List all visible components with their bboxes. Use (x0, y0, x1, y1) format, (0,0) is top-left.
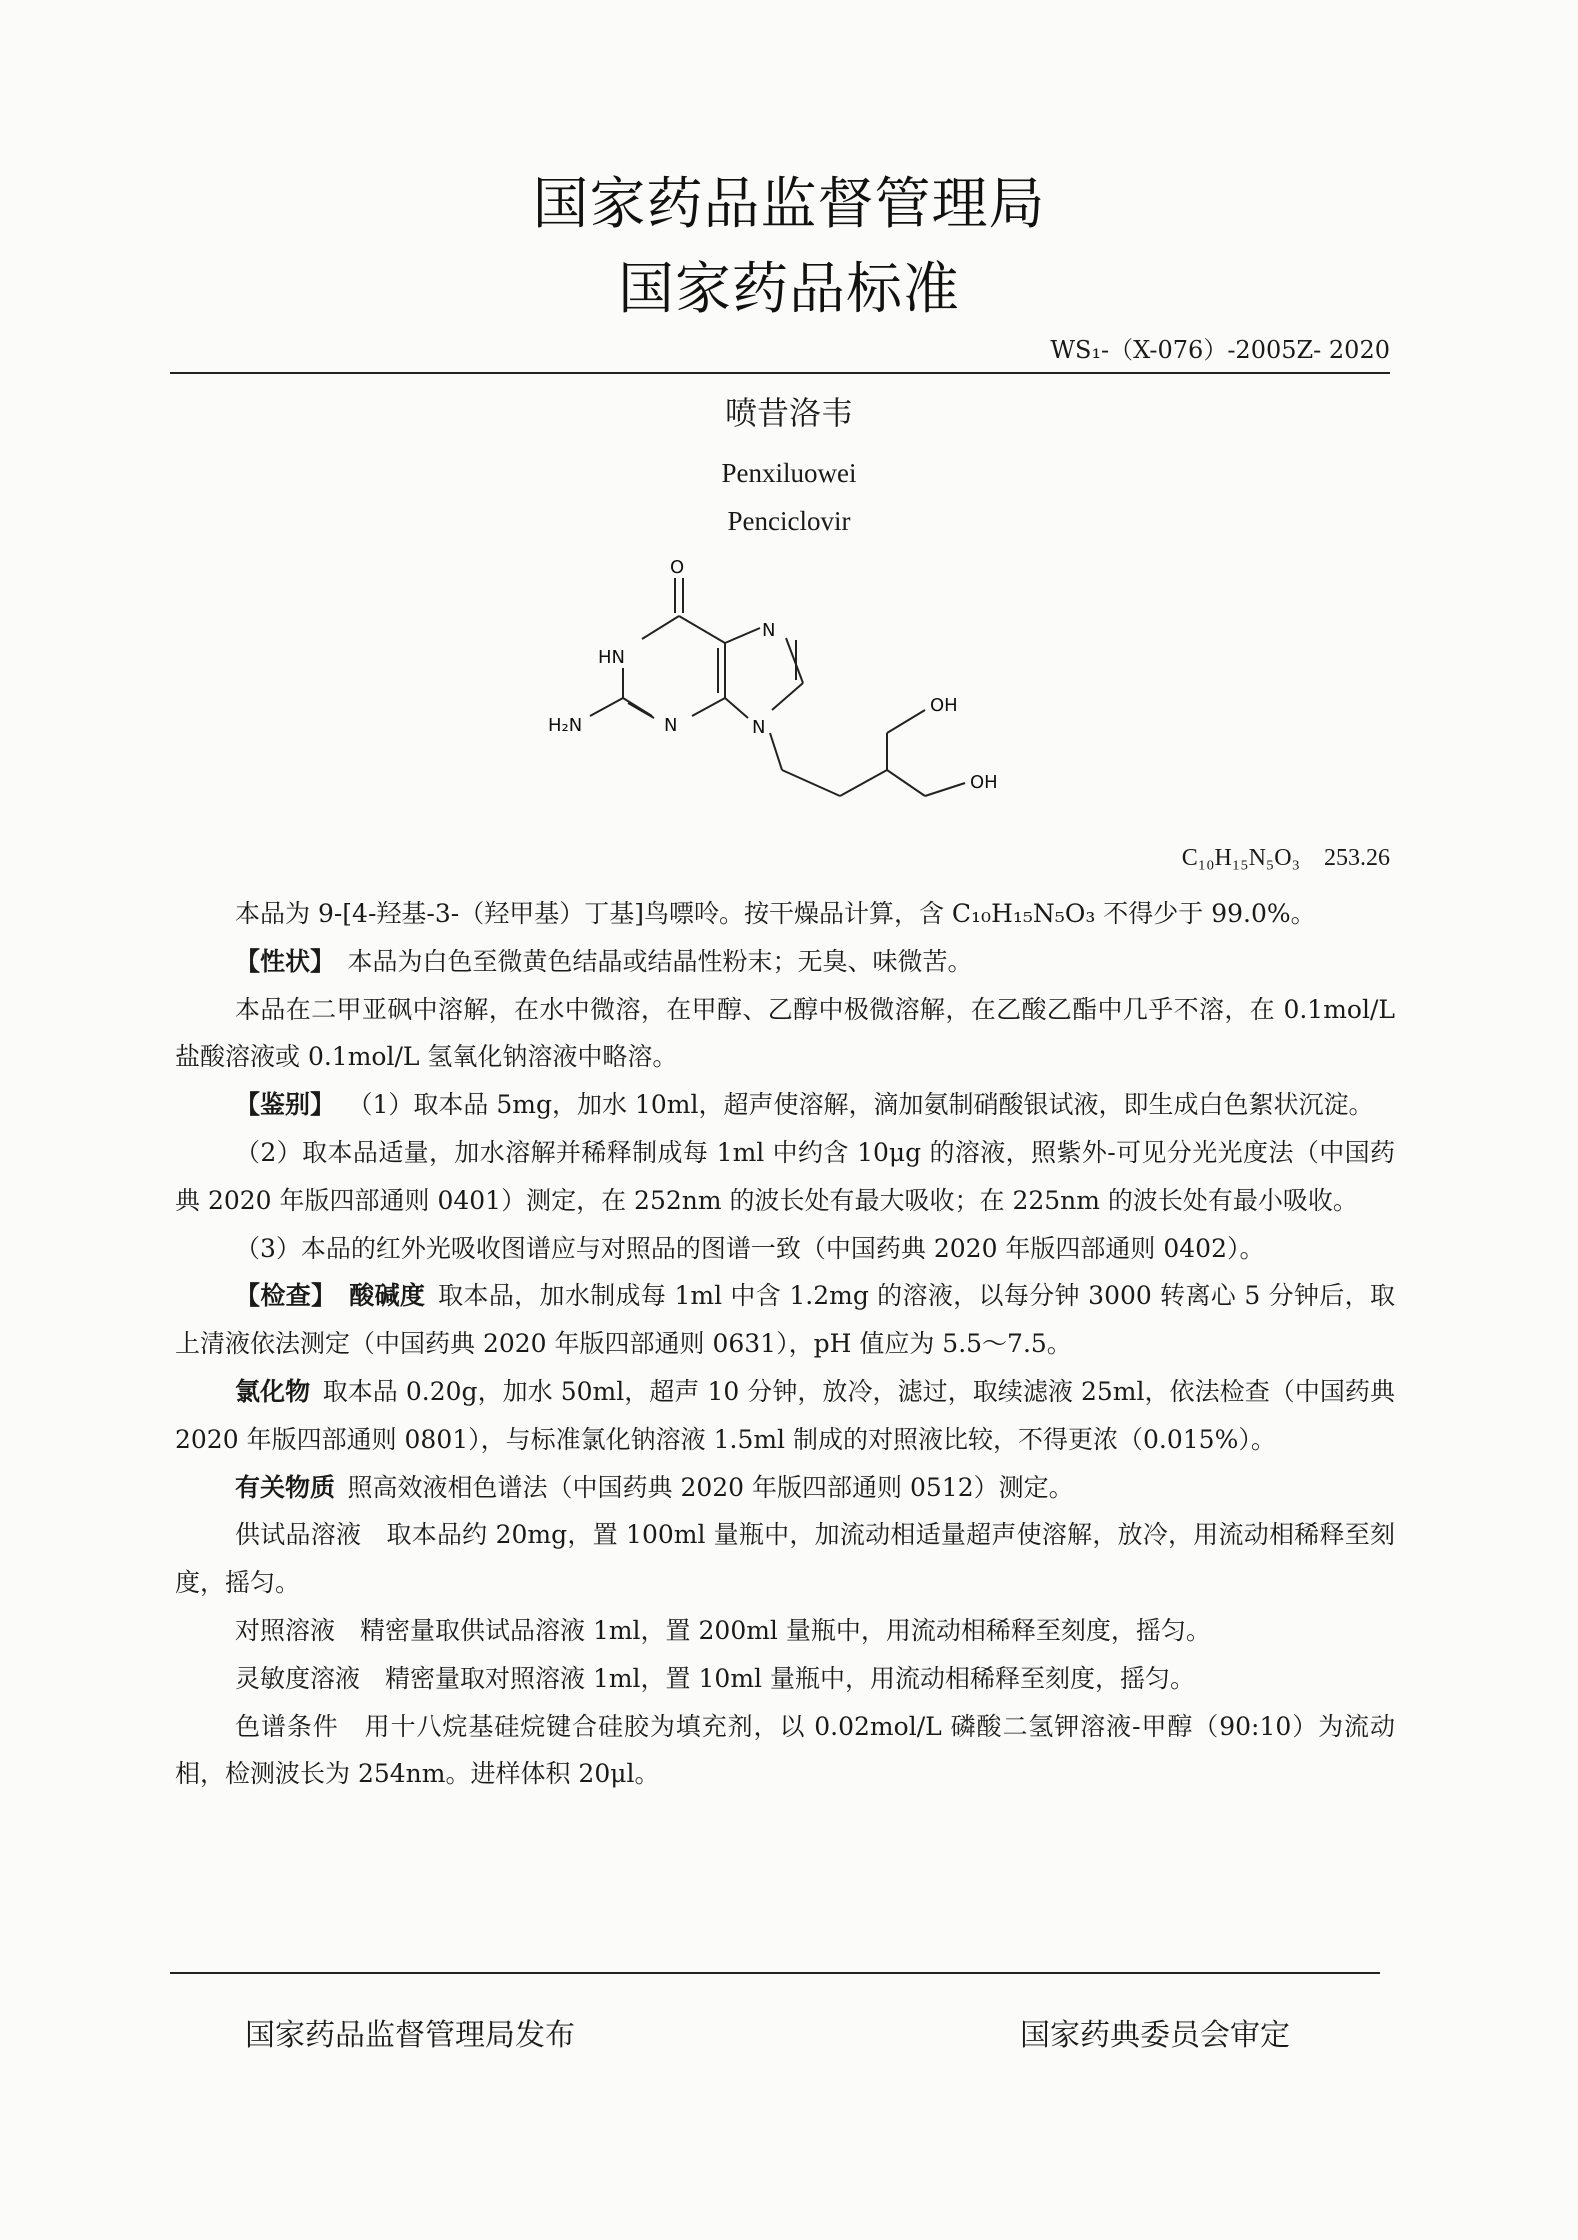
acidity-label: 酸碱度 (348, 1281, 426, 1311)
footer-publisher: 国家药品监督管理局发布 (245, 2018, 575, 2053)
atom-oxygen: O (670, 557, 685, 578)
molecular-formula (1182, 845, 1390, 872)
molecular-weight: 253.26 (1324, 845, 1390, 871)
header-rule (170, 372, 1390, 374)
atom-oh-lower: OH (970, 772, 998, 793)
identification-paragraph-1 (175, 1081, 1395, 1129)
atom-n9: N (752, 717, 766, 738)
monograph-body (175, 890, 1395, 1798)
drug-name-english: Penciclovir (727, 506, 851, 536)
sensitivity-solution-paragraph: 灵敏度溶液 精密量取对照溶液 1ml，置 10ml 量瓶中，用流动相稀释至刻度，摇匀。 (235, 1663, 1195, 1693)
formula-text: C₁₀H₁₅N₅O₃ (1181, 845, 1300, 871)
test-solution-paragraph: 供试品溶液 取本品约 20mg，置 100ml 量瓶中，加流动相适量超声使溶解，放冷，用流动相稀释至刻度，摇匀。 (175, 1520, 1395, 1598)
chemical-structure (520, 548, 1040, 838)
identification-paragraph-3: （3）本品的红外光吸收图谱应与对照品的图谱一致（中国药典 2020 年版四部通则 0402）。 (235, 1233, 1265, 1263)
solubility-paragraph: 本品在二甲亚砜中溶解，在水中微溶，在甲醇、乙醇中极微溶解，在乙酸乙酯中几乎不溶，在 0.1mol/L 盐酸溶液或 0.1mol/L 氢氧化钠溶液中略溶。 (175, 994, 1395, 1072)
drug-name-pinyin: Penxiluowei (721, 458, 857, 488)
identification-paragraph-2: （2）取本品适量，加水溶解并稀释制成每 1ml 中约含 10μg 的溶液，照紫外-可见分光光度法（中国药典 2020 年版四部通则 0401）测定，在 252nm 的波长处有最大吸收；在 225nm 的波长处有最小吸收。 (175, 1137, 1395, 1215)
identification-label: 【鉴别】 (235, 1090, 336, 1120)
appearance-text: 本品为白色至微黄色结晶或结晶性粉末；无臭、味微苦。 (347, 946, 973, 976)
structure-atom-labels (548, 557, 998, 793)
structure-bonds (590, 578, 965, 796)
chloride-paragraph (175, 1368, 1395, 1464)
chloride-label: 氯化物 (235, 1376, 311, 1406)
footer-reviewer: 国家药典委员会审定 (1020, 2018, 1290, 2053)
header-title: 国家药品监督管理局 (532, 172, 1046, 237)
acidity-paragraph (175, 1272, 1395, 1368)
atom-h2n: H₂N (548, 715, 583, 736)
reference-solution-paragraph: 对照溶液 精密量取供试品溶液 1ml，置 200ml 量瓶中，用流动相稀释至刻度，摇匀。 (235, 1615, 1211, 1645)
atom-hn: HN (598, 647, 625, 668)
appearance-label: 【性状】 (235, 946, 336, 976)
atom-oh-upper: OH (930, 695, 958, 716)
chloride-text: 取本品 0.20g，加水 50ml，超声 10 分钟，放冷，滤过，取续滤液 25ml，依法检查（中国药典 2020 年版四部通则 0801），与标准氯化钠溶液 1.5ml 制成的对照液比较，不得更浓（0.015%）。 (175, 1376, 1395, 1454)
drug-name-chinese: 喷昔洛韦 (724, 394, 853, 432)
related-substances-paragraph (175, 1464, 1395, 1512)
related-substances-text: 照高效液相色谱法（中国药典 2020 年版四部通则 0512）测定。 (347, 1472, 1074, 1502)
description-paragraph: 本品为 9-[4-羟基-3-（羟甲基）丁基]鸟嘌呤。按干燥品计算，含 C₁₀H₁₅N₅O₃ 不得少于 99.0%。 (235, 899, 1316, 928)
tests-label: 【检查】 (235, 1281, 337, 1311)
acidity-text: 取本品，加水制成每 1ml 中含 1.2mg 的溶液，以每分钟 3000 转离心 5 分钟后，取上清液依法测定（中国药典 2020 年版四部通则 0631），pH 值应为 5.5～7.5。 (175, 1281, 1395, 1359)
appearance-paragraph (175, 938, 1395, 986)
related-substances-label: 有关物质 (235, 1472, 336, 1502)
identification-text-1: （1）取本品 5mg，加水 10ml，超声使溶解，滴加氨制硝酸银试液，即生成白色絮状沉淀。 (347, 1090, 1374, 1120)
footer-rule (170, 1972, 1380, 1974)
standard-code: WS₁-（X-076）-2005Z- 2020 (1050, 336, 1390, 364)
header-subtitle: 国家药品标准 (618, 257, 960, 322)
atom-n7: N (762, 620, 776, 641)
atom-n3: N (664, 715, 678, 736)
chromatography-paragraph: 色谱条件 用十八烷基硅烷键合硅胶为填充剂，以 0.02mol/L 磷酸二氢钾溶液-甲醇（90:10）为流动相，检测波长为 254nm。进样体积 20μl。 (175, 1711, 1395, 1789)
